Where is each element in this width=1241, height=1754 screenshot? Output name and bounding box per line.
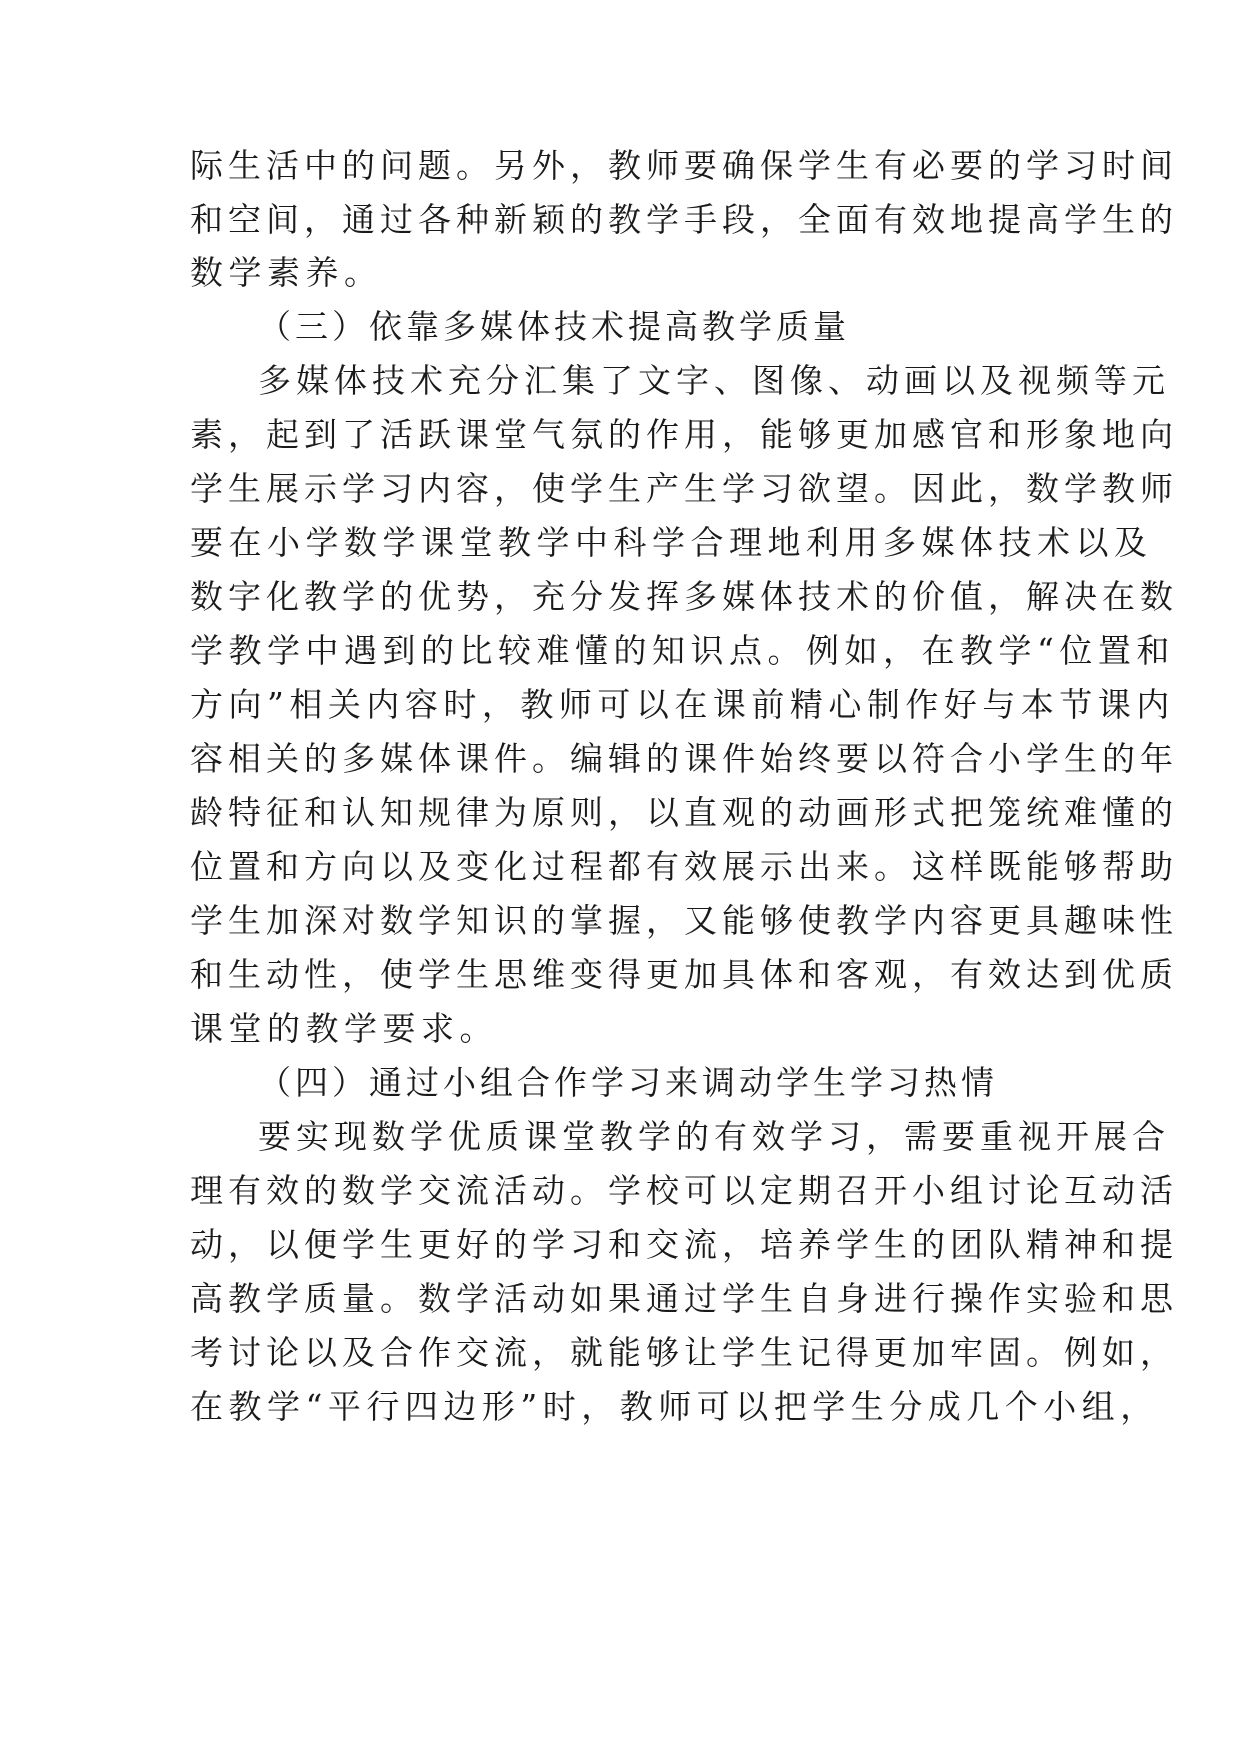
text-line: 学教学中遇到的比较难懂的知识点。例如，在教学“位置和: [190, 631, 1175, 670]
text-line: 容相关的多媒体课件。编辑的课件始终要以符合小学生的年: [190, 739, 1178, 778]
text-line: 方向”相关内容时，教师可以在课前精心制作好与本节课内: [190, 685, 1175, 724]
text-line: 学生加深对数学知识的掌握，又能够使教学内容更具趣味性: [190, 901, 1178, 940]
text-line: 学生展示学习内容，使学生产生学习欲望。因此，数学教师: [190, 469, 1178, 508]
text-line: 要在小学数学课堂教学中科学合理地利用多媒体技术以及: [190, 523, 1153, 562]
text-line: 高教学质量。数学活动如果通过学生自身进行操作实验和思: [190, 1279, 1178, 1318]
text-line: 要实现数学优质课堂教学的有效学习，需要重视开展合: [258, 1117, 1170, 1156]
text-line: 理有效的数学交流活动。学校可以定期召开小组讨论互动活: [190, 1171, 1178, 1210]
text-line: 动，以便学生更好的学习和交流，培养学生的团队精神和提: [190, 1225, 1178, 1264]
section-heading-4: （四）通过小组合作学习来调动学生学习热情: [258, 1063, 998, 1102]
text-line: 龄特征和认知规律为原则，以直观的动画形式把笼统难懂的: [190, 793, 1178, 832]
text-line: 多媒体技术充分汇集了文字、图像、动画以及视频等元: [258, 361, 1170, 400]
text-line: 际生活中的问题。另外，教师要确保学生有必要的学习时间: [190, 146, 1178, 185]
text-line: 数字化教学的优势，充分发挥多媒体技术的价值，解决在数: [190, 577, 1178, 616]
text-line: 课堂的教学要求。: [190, 1009, 498, 1048]
text-line: 和生动性，使学生思维变得更加具体和客观，有效达到优质: [190, 955, 1178, 994]
text-line: 在教学“平行四边形”时，教师可以把学生分成几个小组，: [190, 1387, 1159, 1426]
text-line: 和空间，通过各种新颖的教学手段，全面有效地提高学生的: [190, 200, 1178, 239]
text-line: 数学素养。: [190, 253, 383, 292]
text-line: 考讨论以及合作交流，就能够让学生记得更加牢固。例如，: [190, 1333, 1178, 1372]
section-heading-3: （三）依靠多媒体技术提高教学质量: [258, 307, 850, 346]
text-line: 素，起到了活跃课堂气氛的作用，能够更加感官和形象地向: [190, 415, 1178, 454]
text-line: 位置和方向以及变化过程都有效展示出来。这样既能够帮助: [190, 847, 1178, 886]
